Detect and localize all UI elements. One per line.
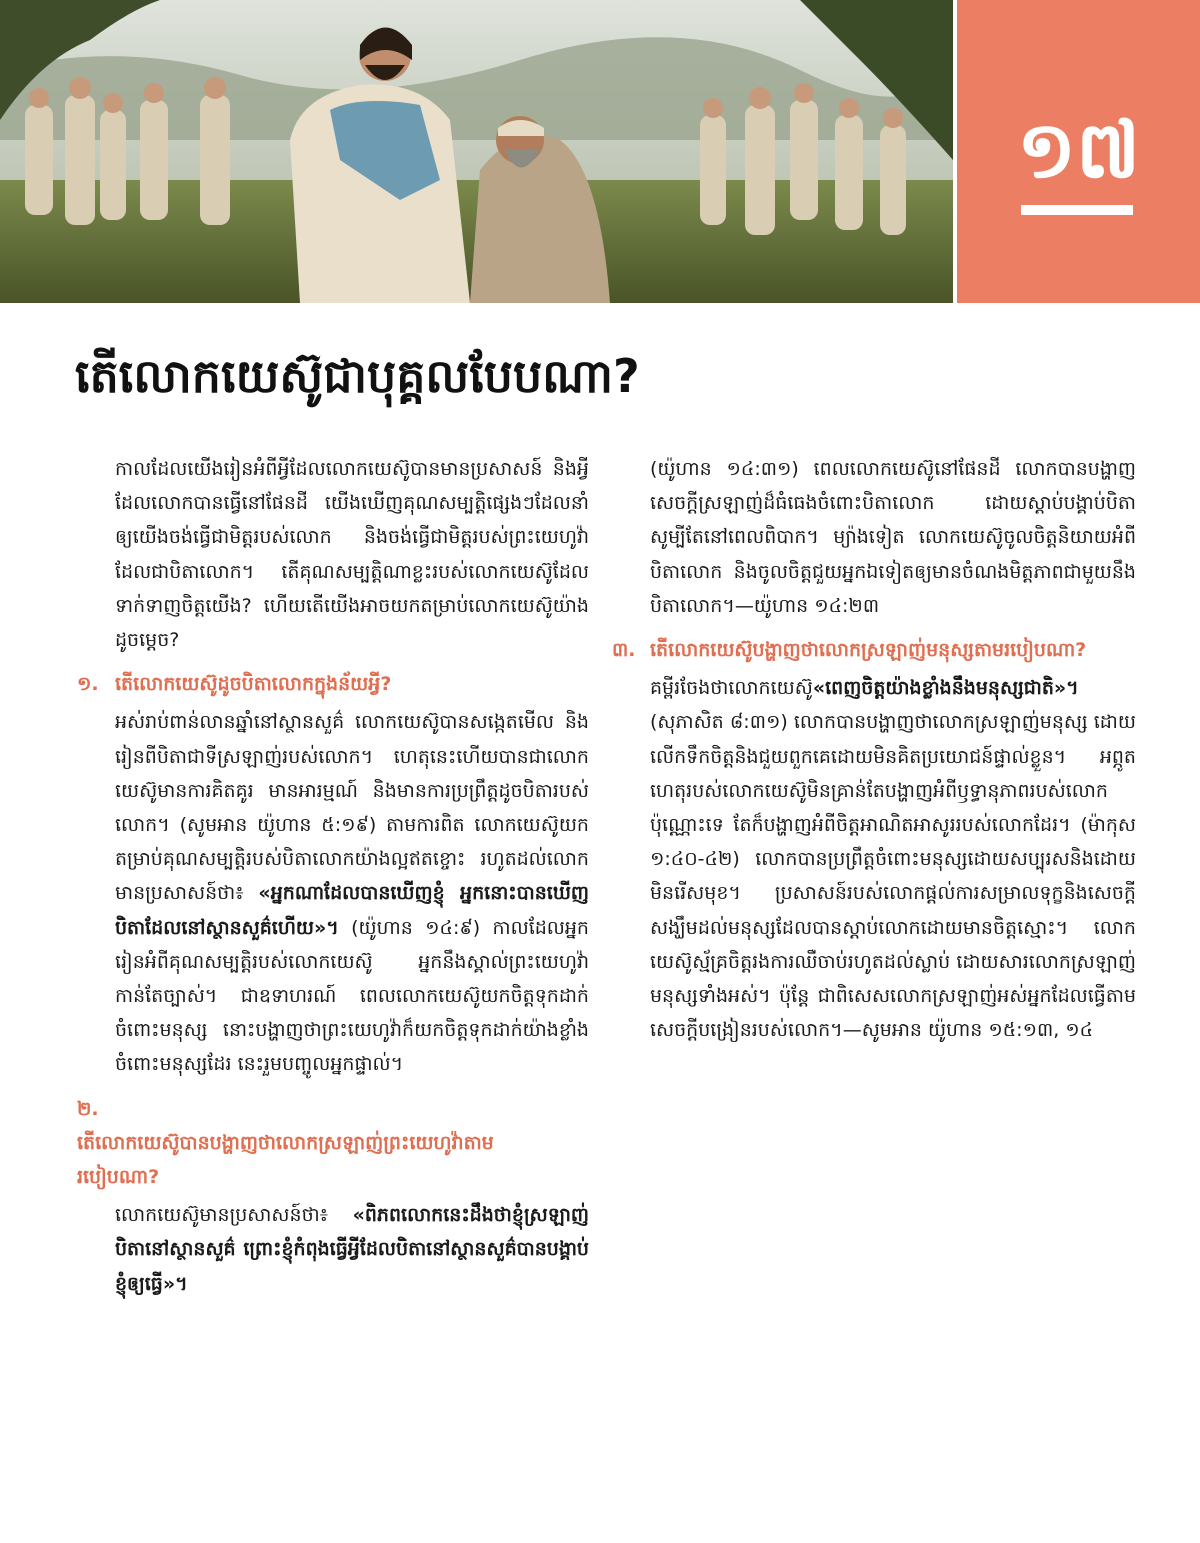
bible-quote: «ពេញចិត្តយ៉ាងខ្លាំងនឹងមនុស្សជាតិ»។ xyxy=(812,677,1079,700)
hero-illustration xyxy=(0,0,953,303)
right-column xyxy=(612,452,1136,1047)
question-1-heading xyxy=(77,667,589,701)
question-2-heading xyxy=(77,1092,589,1195)
question-number: ១. xyxy=(77,673,99,696)
section-3-paragraph xyxy=(650,671,1136,1047)
question-text: តើលោកយេស៊ូបង្ហាញថាលោកស្រឡាញ់មនុស្សតាមរបៀបណា? xyxy=(650,639,1087,662)
bible-quote: «អ្នកណាដែលបានឃើញខ្ញុំ អ្នកនោះបានឃើញបិតាដែលនៅស្ថានសួគ៌ហើយ»។ xyxy=(115,882,590,939)
section-text: (យ៉ូហាន ១៤:៣១) ពេលលោកយេស៊ូនៅផែនដី លោកបានបង្ហាញសេចក្ដីស្រឡាញ់ដ៏ធំធេងចំពោះបិតាលោក ដោយស្ដាប់បង្គាប់បិតាសូម្បីតែនៅពេលពិបាក។ ម្យ៉ាងទៀត លោកយេស៊ូចូលចិត្តនិយាយអំពីបិតាលោក និងចូលចិត្តជួយអ្នកឯទៀតឲ្យមានចំណងមិត្តភាពជាមួយនឹងបិតាលោក។—យ៉ូហាន ១៤:២៣ xyxy=(650,458,1136,617)
question-3-heading xyxy=(612,633,1136,667)
question-number: ២. xyxy=(77,1097,99,1120)
question-text: តើលោកយេស៊ូបានបង្ហាញថាលោកស្រឡាញ់ព្រះយេហូវ៉ាតាមរបៀបណា? xyxy=(77,1131,494,1189)
section-text: (សុភាសិត ៨:៣១) លោកបានបង្ហាញថាលោកស្រឡាញ់មនុស្ស ដោយលើកទឹកចិត្តនិងជួយពួកគេដោយមិនគិតប្រយោជន៍ផ្ទាល់ខ្លួន។ អព្ភូតហេតុរបស់លោកយេស៊ូមិនគ្រាន់តែបង្ហាញអំពីឫទ្ធានុភាពរបស់លោកប៉ុណ្ណោះទេ តែក៏បង្ហាញអំពីចិត្តអាណិតអាសូររបស់លោកដែរ។ (ម៉ាកុស ១:៤០-៤២) លោកបានប្រព្រឹត្តចំពោះមនុស្សដោយសប្បុរសនិងដោយមិនរើសមុខ។ ប្រសាសន៍របស់លោកផ្ដល់ការសម្រាលទុក្ខនិងសេចក្ដីសង្ឃឹមដល់មនុស្សដែលបានស្ដាប់លោកដោយមានចិត្តស្មោះ។ លោកយេស៊ូស្ម័គ្រចិត្តរងការឈឺចាប់រហូតដល់ស្លាប់ ដោយសារលោកស្រឡាញ់មនុស្សទាំងអស់។ ប៉ុន្តែ ជាពិសេសលោកស្រឡាញ់អស់អ្នកដែលធ្វើតាមសេចក្ដីបង្រៀនរបស់លោក។—សូមអាន យ៉ូហាន ១៥:១៣, ១៤ xyxy=(650,711,1136,1042)
left-column xyxy=(77,452,590,1301)
question-number: ៣. xyxy=(612,639,636,662)
intro-paragraph: កាលដែលយើងរៀនអំពីអ្វីដែលលោកយេស៊ូបានមានប្រសាសន៍ និងអ្វីដែលលោកបានធ្វើនៅផែនដី យើងឃើញគុណសម្បត្តិផ្សេងៗដែលនាំឲ្យយើងចង់ធ្វើជាមិត្តរបស់លោក និងចង់ធ្វើជាមិត្តរបស់ព្រះយេហូវ៉ាដែលជាបិតាលោក។ តើគុណសម្បត្តិណាខ្លះរបស់លោកយេស៊ូដែលទាក់ទាញចិត្តយើង? ហើយតើយើងអាចយកតម្រាប់លោកយេស៊ូយ៉ាងដូចម្ដេច? xyxy=(115,458,589,652)
section-text: អស់រាប់ពាន់លានឆ្នាំនៅស្ថានសួគ៌ លោកយេស៊ូបានសង្កេតមើល និងរៀនពីបិតាជាទីស្រឡាញ់របស់លោក។ ហេតុនេះហើយបានជាលោកយេស៊ូមានការគិតគូរ មានអារម្មណ៍ និងមានការប្រព្រឹត្តដូចបិតារបស់លោក។ (សូមអាន យ៉ូហាន ៥:១៩) តាមការពិត លោកយេស៊ូយកតម្រាប់គុណសម្បត្តិរបស់បិតាលោកយ៉ាងល្អឥតខ្ចោះ រហូតដល់លោកមានប្រសាសន៍ថា៖ xyxy=(115,711,589,905)
page-title: តើលោកយេស៊ូជាបុគ្គលបែបណា? xyxy=(75,349,640,403)
section-2-paragraph-start xyxy=(115,1198,589,1301)
hero-scene xyxy=(0,0,953,303)
section-text: គម្ពីរចែងថាលោកយេស៊ូ xyxy=(650,677,813,700)
bible-quote: «ពិភពលោកនេះដឹងថាខ្ញុំស្រឡាញ់បិតានៅស្ថានសួគ៌ ព្រោះខ្ញុំកំពុងធ្វើអ្វីដែលបិតានៅស្ថានសួគ៌បានបង្គាប់ខ្ញុំឲ្យធ្វើ»។ xyxy=(115,1204,589,1295)
section-2-paragraph-continued xyxy=(650,452,1136,623)
lesson-number: ១៧ xyxy=(1016,106,1141,196)
section-text: (យ៉ូហាន ១៤:៩) កាលដែលអ្នករៀនអំពីគុណសម្បត្តិរបស់លោកយេស៊ូ អ្នកនឹងស្គាល់ព្រះយេហូវ៉ាកាន់តែច្បាស់។ ជាឧទាហរណ៍ ពេលលោកយេស៊ូយកចិត្តទុកដាក់ចំពោះមនុស្ស នោះបង្ហាញថាព្រះយេហូវ៉ាក៏យកចិត្តទុកដាក់យ៉ាងខ្លាំងចំពោះមនុស្សដែរ នេះរួមបញ្ចូលអ្នកផ្ទាល់។ xyxy=(115,916,589,1076)
lesson-number-badge xyxy=(957,0,1200,303)
badge-underline xyxy=(1021,205,1133,215)
section-text: លោកយេស៊ូមានប្រសាសន៍ថា៖ xyxy=(115,1204,353,1227)
section-1-paragraph xyxy=(115,705,589,1081)
question-text: តើលោកយេស៊ូដូចបិតាលោកក្នុងន័យអ្វី? xyxy=(115,673,392,696)
